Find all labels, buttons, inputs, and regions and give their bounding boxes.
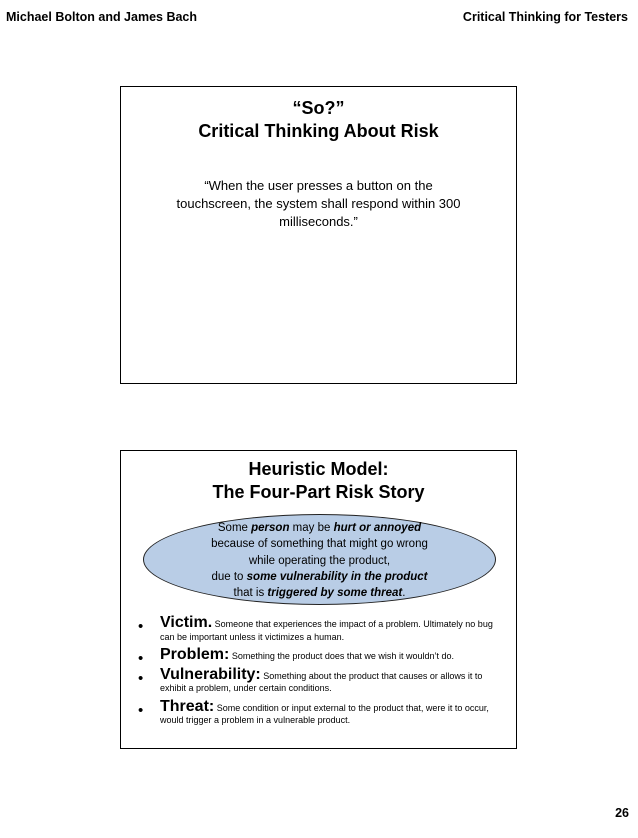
bullet-term: Threat: (160, 697, 215, 715)
slide-four-part-risk-story (120, 450, 517, 749)
bullet-text: Someone that experiences the impact of a problem. Ultimately no bug can be important unless it victimizes a human. (160, 619, 493, 642)
story-emphasis-hurt: hurt or annoyed (333, 522, 422, 534)
story-text: may be (289, 522, 334, 534)
bullet-victim (133, 614, 502, 643)
story-line (143, 585, 496, 601)
quote-line: touchscreen, the system shall respond within 300 (176, 196, 461, 211)
story-text: . (402, 587, 406, 600)
story-text: due to (211, 570, 247, 583)
slide-title-line1: Heuristic Model: (248, 459, 389, 479)
header-authors: Michael Bolton and James Bach (6, 10, 198, 24)
story-line: while operating the product, (248, 554, 391, 567)
bullet-vulnerability (133, 665, 502, 695)
bullet-text: Something the product does that we wish it wouldn’t do. (229, 651, 454, 661)
bullet-icon: • (138, 650, 144, 667)
bullet-icon: • (138, 618, 144, 635)
story-text: that is (233, 587, 268, 600)
story-line (143, 569, 496, 585)
bullet-term: Problem: (160, 646, 230, 663)
story-emphasis-threat: triggered by some threat (267, 587, 403, 600)
story-emphasis-person: person (251, 522, 290, 534)
requirement-quote (157, 177, 480, 231)
slide-title-line1: “So?” (292, 98, 345, 118)
risk-story-text (143, 520, 496, 601)
header-course-title: Critical Thinking for Testers (462, 10, 628, 24)
slide-title-line2: Critical Thinking About Risk (198, 121, 439, 141)
bullet-term: Vulnerability: (160, 665, 261, 683)
story-line (143, 520, 496, 536)
story-line: because of something that might go wrong (211, 538, 428, 551)
story-text: Some (217, 522, 252, 534)
bullet-threat (133, 697, 502, 727)
slide-title (121, 97, 516, 143)
bullet-problem (133, 646, 502, 667)
page-number: 26 (615, 806, 629, 820)
bullet-icon: • (138, 701, 144, 719)
story-emphasis-vulnerability: some vulnerability in the product (246, 570, 428, 583)
quote-line: “When the user presses a button on the (204, 178, 433, 193)
bullet-term: Victim. (160, 614, 213, 631)
slide-title-line2: The Four-Part Risk Story (212, 482, 425, 502)
risk-terms-list (133, 614, 502, 733)
slide-so-critical-thinking (120, 86, 517, 384)
quote-line: milliseconds.” (279, 214, 358, 229)
bullet-icon: • (138, 669, 144, 687)
bullet-text: Some condition or input external to the product that, were it to occur, would trigger a problem in a vulnerable product. (160, 702, 489, 725)
bullet-text: Something about the product that causes or allows it to exhibit a problem, under certain conditions. (160, 670, 483, 693)
slide-title (121, 458, 516, 504)
